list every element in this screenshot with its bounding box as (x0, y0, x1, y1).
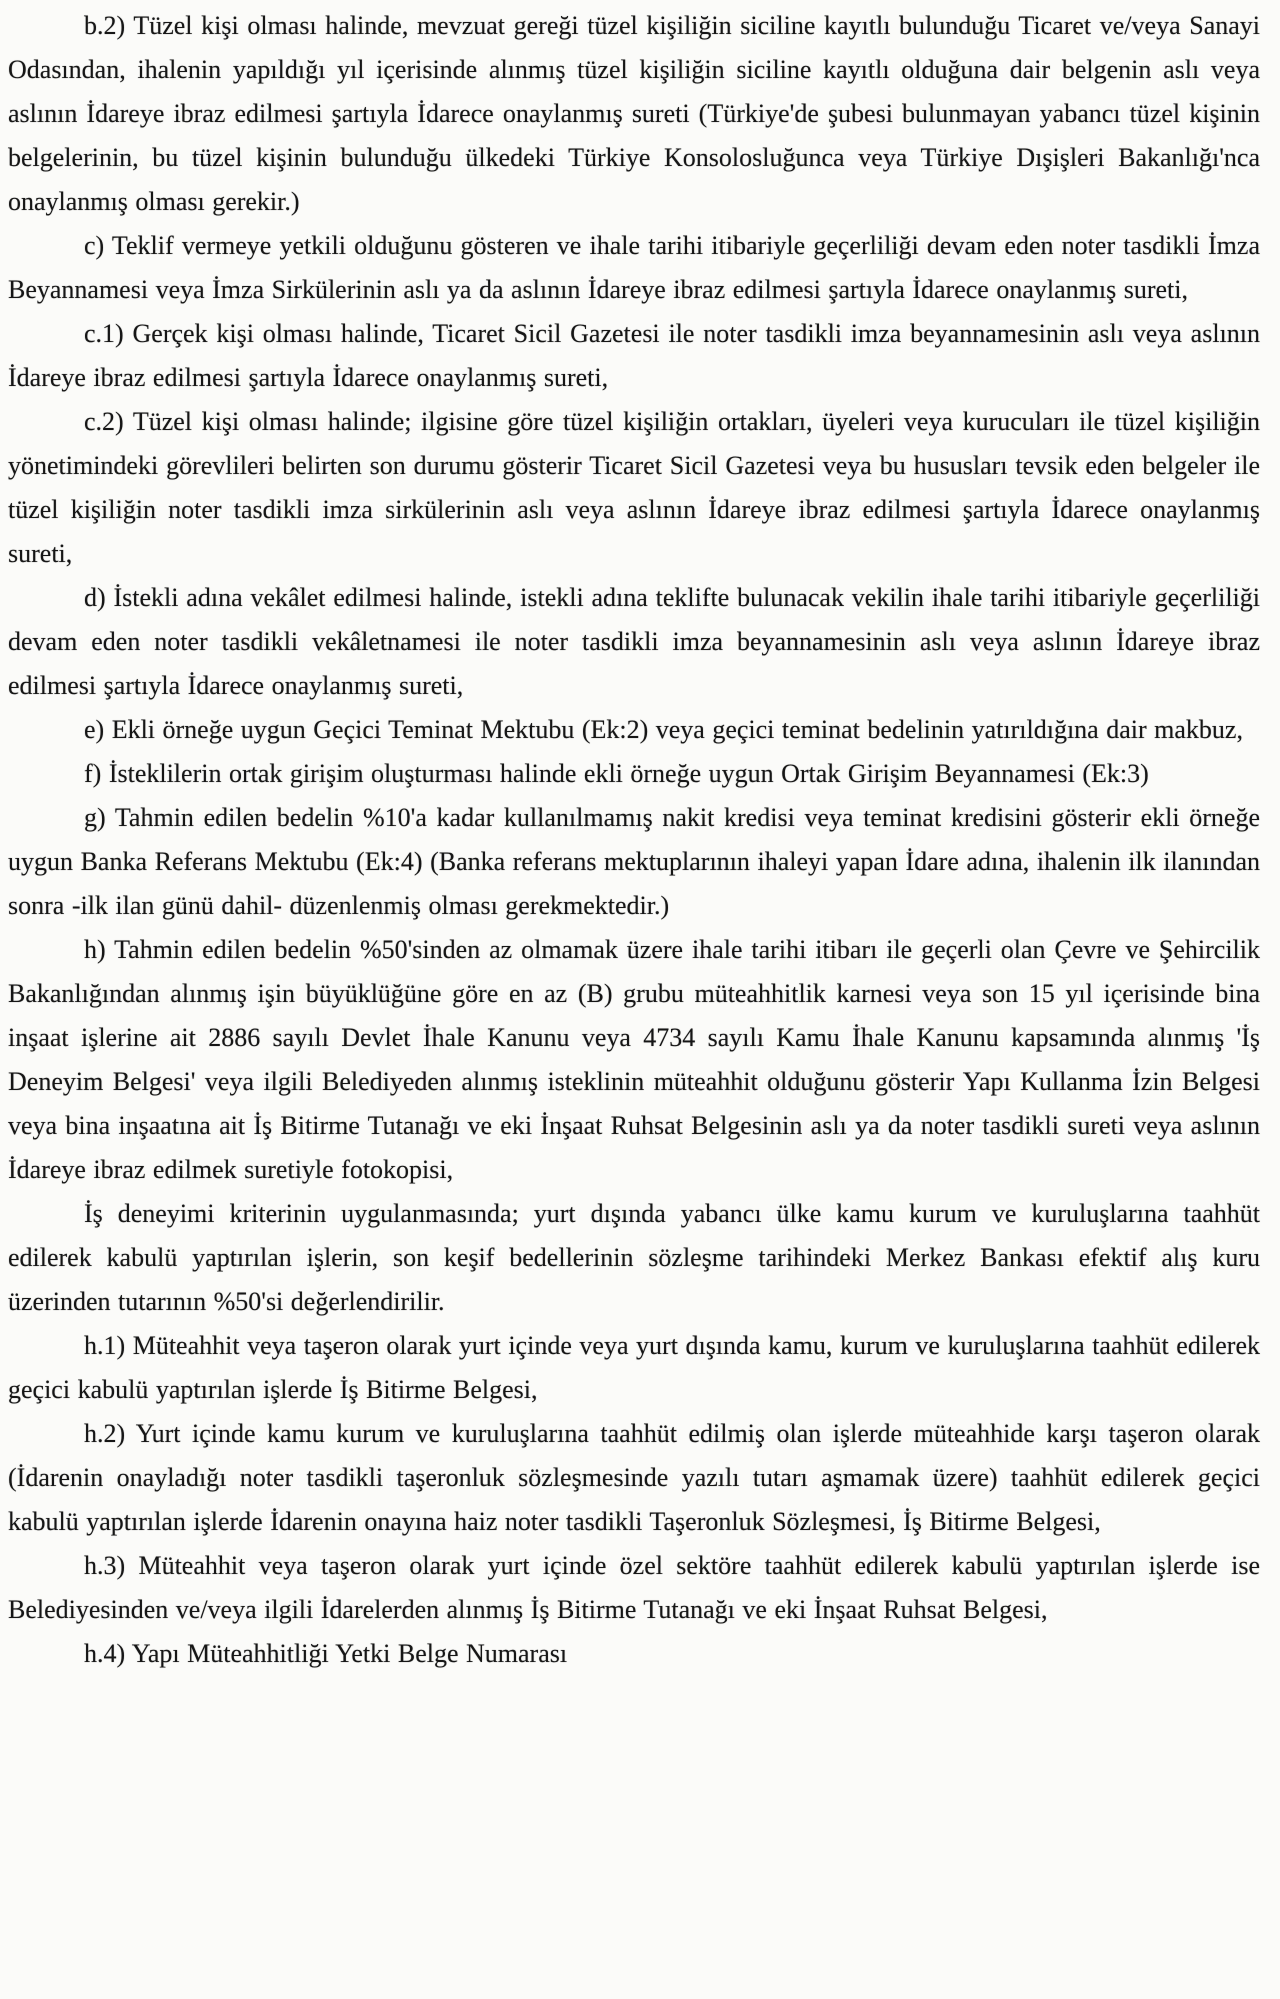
paragraph-h1: h.1) Müteahhit veya taşeron olarak yurt içinde veya yurt dışında kamu, kurum ve kuruluşlarına taahhüt edilerek geçici kabulü yaptırılan işlerde İş Bitirme Belgesi, (8, 1331, 1260, 1404)
paragraph-c: c) Teklif vermeye yetkili olduğunu gösteren ve ihale tarihi itibariyle geçerliliği devam eden noter tasdikli İmza Beyannamesi veya İmza Sirkülerinin aslı ya da aslının İdareye ibraz edilmesi şartıyla İdarece onaylanmış sureti, (8, 231, 1260, 304)
paragraph-is-deneyimi: İş deneyimi kriterinin uygulanmasında; yurt dışında yabancı ülke kamu kurum ve kuruluşlarına taahhüt edilerek kabulü yaptırılan işlerin, son keşif bedellerinin sözleşme tarihindeki Merkez Bankası efektif alış kuru üzerinden tutarının %50'si değerlendirilir. (8, 1199, 1260, 1316)
paragraph-b2: b.2) Tüzel kişi olması halinde, mevzuat gereği tüzel kişiliğin siciline kayıtlı bulunduğu Ticaret ve/veya Sanayi Odasından, ihalenin yapıldığı yıl içerisinde alınmış tüzel kişiliğin siciline kayıtlı olduğuna dair belgenin aslı veya aslının İdareye ibraz edilmesi şartıyla İdarece onaylanmış sureti (Türkiye'de şubesi bulunmayan yabancı tüzel kişinin belgelerinin, bu tüzel kişinin bulunduğu ülkedeki Türkiye Konsolosluğunca veya Türkiye Dışişleri Bakanlığı'nca onaylanmış olması gerekir.) (8, 11, 1260, 216)
paragraph-e: e) Ekli örneğe uygun Geçici Teminat Mektubu (Ek:2) veya geçici teminat bedelinin yatırıldığına dair makbuz, (84, 715, 1243, 744)
paragraph-f: f) İsteklilerin ortak girişim oluşturması halinde ekli örneğe uygun Ortak Girişim Beyannamesi (Ek:3) (84, 759, 1149, 788)
paragraph-d: d) İstekli adına vekâlet edilmesi halinde, istekli adına teklifte bulunacak vekilin ihale tarihi itibariyle geçerliliği devam eden noter tasdikli vekâletnamesi ile noter tasdikli imza beyannamesinin aslı veya aslının İdareye ibraz edilmesi şartıyla İdarece onaylanmış sureti, (8, 583, 1260, 700)
paragraph-h2: h.2) Yurt içinde kamu kurum ve kuruluşlarına taahhüt edilmiş olan işlerde müteahhide karşı taşeron olarak (İdarenin onayladığı noter tasdikli taşeronluk sözleşmesinde yazılı tutarı aşmamak üzere) taahhüt edilerek geçici kabulü yaptırılan işlerde İdarenin onayına haiz noter tasdikli Taşeronluk Sözleşmesi, İş Bitirme Belgesi, (8, 1419, 1260, 1536)
paragraph-h4: h.4) Yapı Müteahhitliği Yetki Belge Numarası (84, 1639, 568, 1668)
paragraph-c2: c.2) Tüzel kişi olması halinde; ilgisine göre tüzel kişiliğin ortakları, üyeleri veya kurucuları ile tüzel kişiliğin yönetimindeki görevlileri belirten son durumu gösterir Ticaret Sicil Gazetesi veya bu hususları tevsik eden belgeler ile tüzel kişiliğin noter tasdikli imza sirkülerinin aslı veya aslının İdareye ibraz edilmesi şartıyla İdarece onaylanmış sureti, (8, 407, 1260, 568)
paragraph-c1: c.1) Gerçek kişi olması halinde, Ticaret Sicil Gazetesi ile noter tasdikli imza beyannamesinin aslı veya aslının İdareye ibraz edilmesi şartıyla İdarece onaylanmış sureti, (8, 319, 1260, 392)
paragraph-h: h) Tahmin edilen bedelin %50'sinden az olmamak üzere ihale tarihi itibarı ile geçerli olan Çevre ve Şehircilik Bakanlığından alınmış işin büyüklüğüne göre en az (B) grubu müteahhitlik karnesi veya son 15 yıl içerisinde bina inşaat işlerine ait 2886 sayılı Devlet İhale Kanunu veya 4734 sayılı Kamu İhale Kanunu kapsamında alınmış 'İş Deneyim Belgesi' veya ilgili Belediyeden alınmış isteklinin müteahhit olduğunu gösterir Yapı Kullanma İzin Belgesi veya bina inşaatına ait İş Bitirme Tutanağı ve eki İnşaat Ruhsat Belgesinin aslı ya da noter tasdikli sureti veya aslının İdareye ibraz edilmek suretiyle fotokopisi, (8, 935, 1260, 1184)
paragraph-g: g) Tahmin edilen bedelin %10'a kadar kullanılmamış nakit kredisi veya teminat kredisini gösterir ekli örneğe uygun Banka Referans Mektubu (Ek:4) (Banka referans mektuplarının ihaleyi yapan İdare adına, ihalenin ilk ilanından sonra -ilk ilan günü dahil- düzenlenmiş olması gerekmektedir.) (8, 803, 1260, 920)
paragraph-h3: h.3) Müteahhit veya taşeron olarak yurt içinde özel sektöre taahhüt edilerek kabulü yaptırılan işlerde ise Belediyesinden ve/veya ilgili İdarelerden alınmış İş Bitirme Tutanağı ve eki İnşaat Ruhsat Belgesi, (8, 1551, 1260, 1624)
